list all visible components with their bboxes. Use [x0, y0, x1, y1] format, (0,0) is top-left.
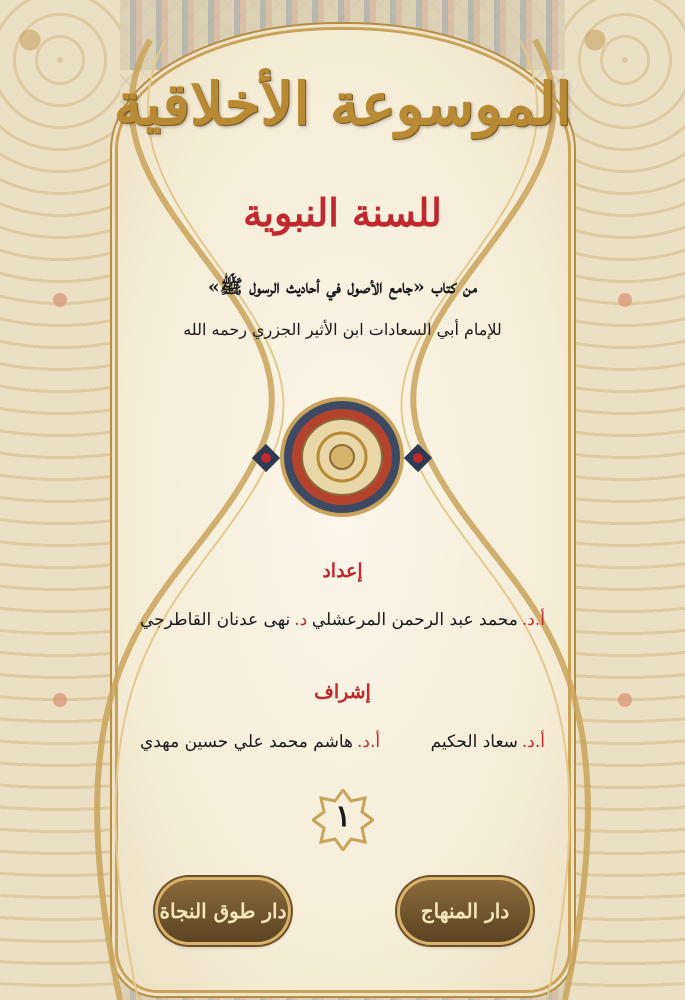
publisher-badge-left: [158, 880, 288, 942]
frame-curve-left: [97, 40, 272, 1000]
preparer-2: د.نهى عدنان القاطرجي: [140, 610, 308, 630]
supervision-names: [140, 732, 545, 752]
book-source: من كتاب «جامع الأصول في أحاديث الرسول ﷺ»: [207, 276, 478, 298]
supervisor-1: أ.د.سعاد الحكيم: [430, 732, 545, 752]
supervision-label: إشراف: [314, 681, 371, 703]
publisher-name-right: دار المنهاج: [420, 899, 510, 923]
cross-knot-right-icon: [404, 444, 432, 472]
preparation-names: [140, 610, 545, 630]
book-author: للإمام أبي السعادات ابن الأثير الجزري رحمه الله: [183, 320, 502, 339]
volume-number: ١: [334, 799, 352, 834]
book-title: الموسوعة الأخلاقية: [113, 70, 572, 138]
publisher-name-left: دار طوق النجاة: [159, 899, 287, 923]
frame-curve-right: [413, 40, 588, 1000]
preparation-label: إعداد: [322, 560, 363, 582]
supervisor-2: أ.د.هاشم محمد علي حسين مهدي: [140, 732, 381, 752]
preparer-1: أ.د.محمد عبد الرحمن المرعشلي: [311, 610, 545, 630]
publisher-badge-right: [400, 880, 530, 942]
frame-curve-left-inner: [116, 40, 284, 1000]
central-medallion-icon: [282, 399, 402, 515]
frame-curve-right-inner: [402, 40, 570, 1000]
book-subtitle: للسنة النبوية: [243, 190, 442, 235]
